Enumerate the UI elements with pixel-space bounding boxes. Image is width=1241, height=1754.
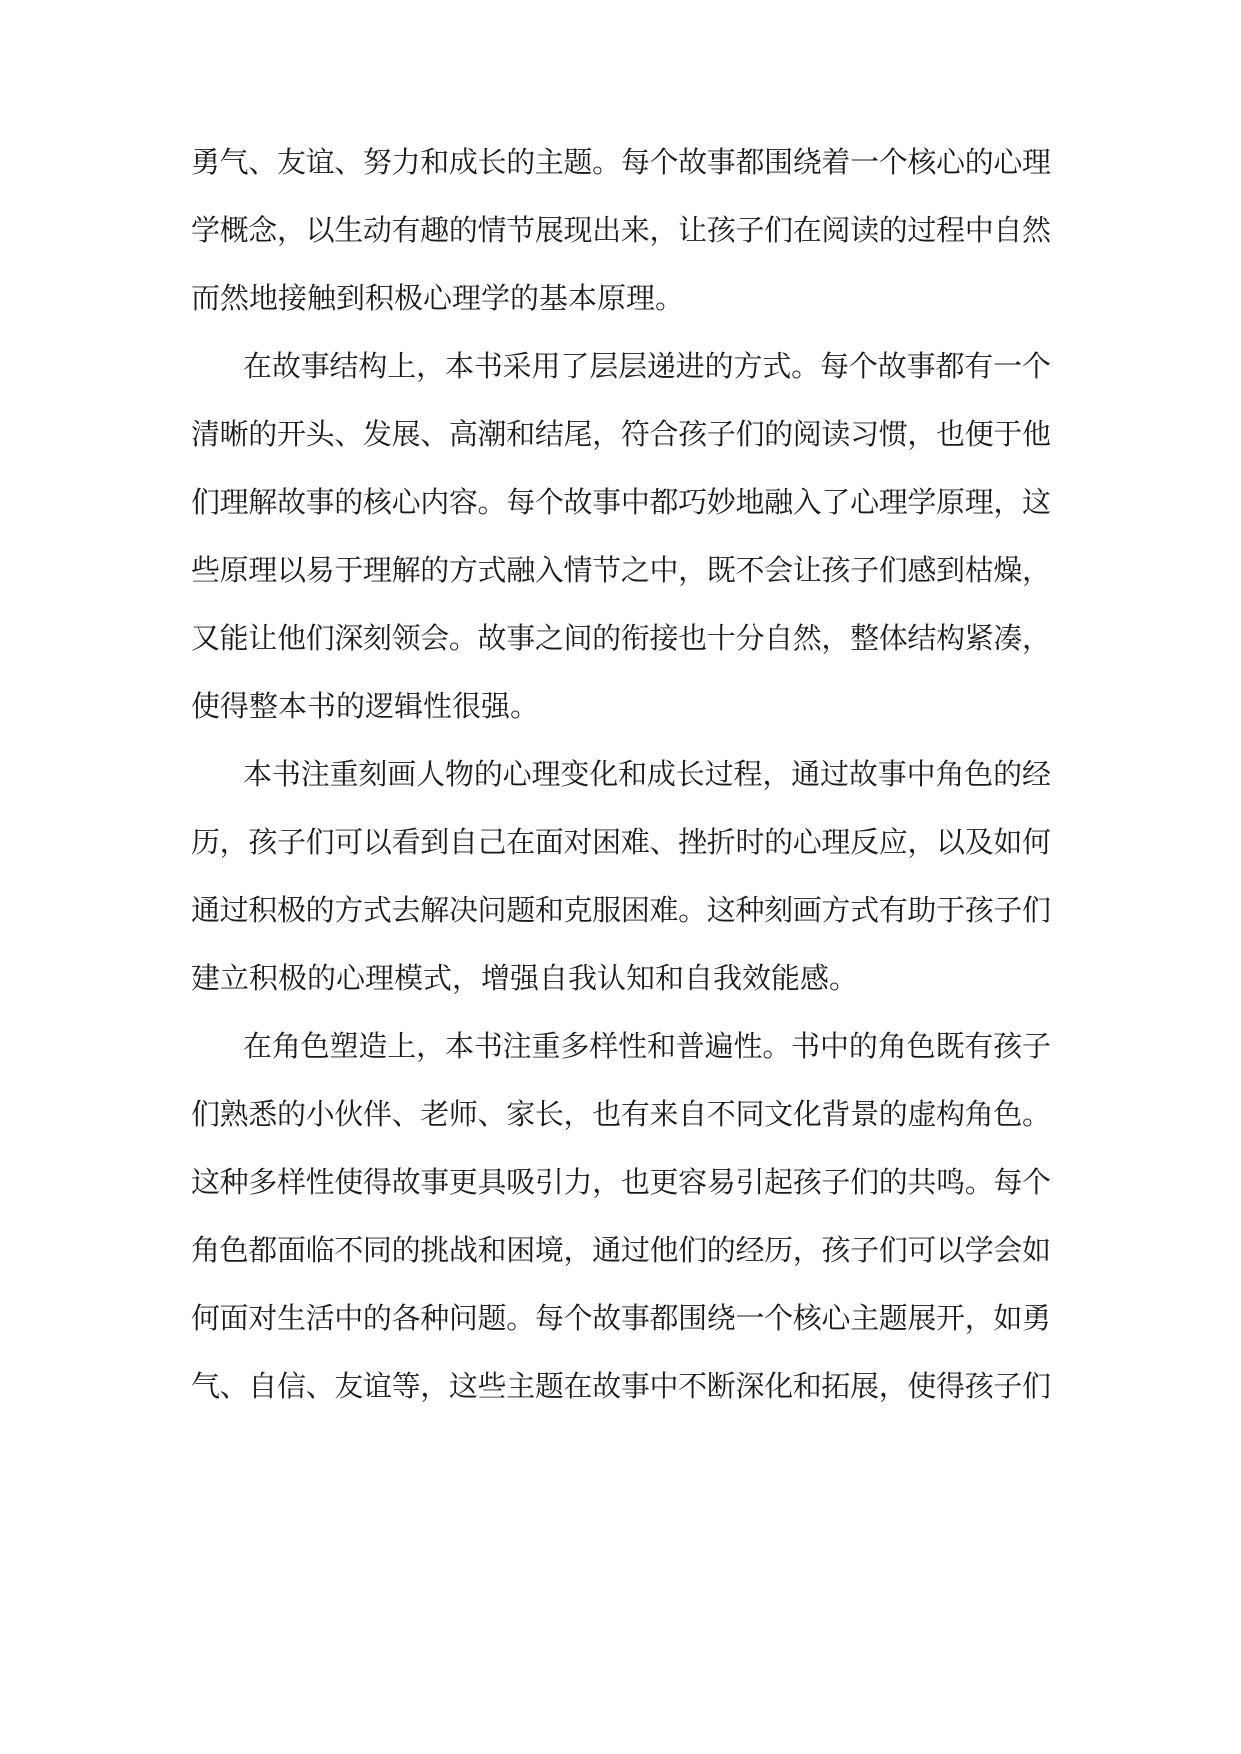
paragraph-1-line-2: 学概念，以生动有趣的情节展现出来，让孩子们在阅读的过程中自然 [191, 213, 1051, 247]
paragraph-3-line-3: 通过积极的方式去解决问题和克服困难。这种刻画方式有助于孩子们 [191, 893, 1051, 927]
paragraph-2-line-6: 使得整本书的逻辑性很强。 [191, 689, 540, 723]
paragraph-4-line-4: 角色都面临不同的挑战和困境，通过他们的经历，孩子们可以学会如 [191, 1233, 1051, 1267]
paragraph-1-line-1: 勇气、友谊、努力和成长的主题。每个故事都围绕着一个核心的心理 [191, 145, 1051, 179]
paragraph-3-line-4: 建立积极的心理模式，增强自我认知和自我效能感。 [191, 961, 859, 995]
paragraph-4-line-2: 们熟悉的小伙伴、老师、家长，也有来自不同文化背景的虚构角色。 [191, 1097, 1051, 1131]
paragraph-4-line-5: 何面对生活中的各种问题。每个故事都围绕一个核心主题展开，如勇 [191, 1301, 1051, 1335]
paragraph-2-line-4: 些原理以易于理解的方式融入情节之中，既不会让孩子们感到枯燥， [191, 553, 1051, 587]
paragraph-4-line-6: 气、自信、友谊等，这些主题在故事中不断深化和拓展，使得孩子们 [191, 1369, 1051, 1403]
paragraph-4-line-1: 在角色塑造上，本书注重多样性和普遍性。书中的角色既有孩子 [243, 1029, 1051, 1063]
paragraph-2-line-3: 们理解故事的核心内容。每个故事中都巧妙地融入了心理学原理，这 [191, 485, 1051, 519]
paragraph-4-line-3: 这种多样性使得故事更具吸引力，也更容易引起孩子们的共鸣。每个 [191, 1165, 1051, 1199]
paragraph-2-line-5: 又能让他们深刻领会。故事之间的衔接也十分自然，整体结构紧凑， [191, 621, 1051, 655]
paragraph-2-line-1: 在故事结构上，本书采用了层层递进的方式。每个故事都有一个 [243, 349, 1051, 383]
paragraph-1-line-3: 而然地接触到积极心理学的基本原理。 [191, 281, 685, 315]
paragraph-3-line-1: 本书注重刻画人物的心理变化和成长过程，通过故事中角色的经 [243, 757, 1051, 791]
paragraph-2-line-2: 清晰的开头、发展、高潮和结尾，符合孩子们的阅读习惯，也便于他 [191, 417, 1051, 451]
paragraph-3-line-2: 历，孩子们可以看到自己在面对困难、挫折时的心理反应，以及如何 [191, 825, 1051, 859]
